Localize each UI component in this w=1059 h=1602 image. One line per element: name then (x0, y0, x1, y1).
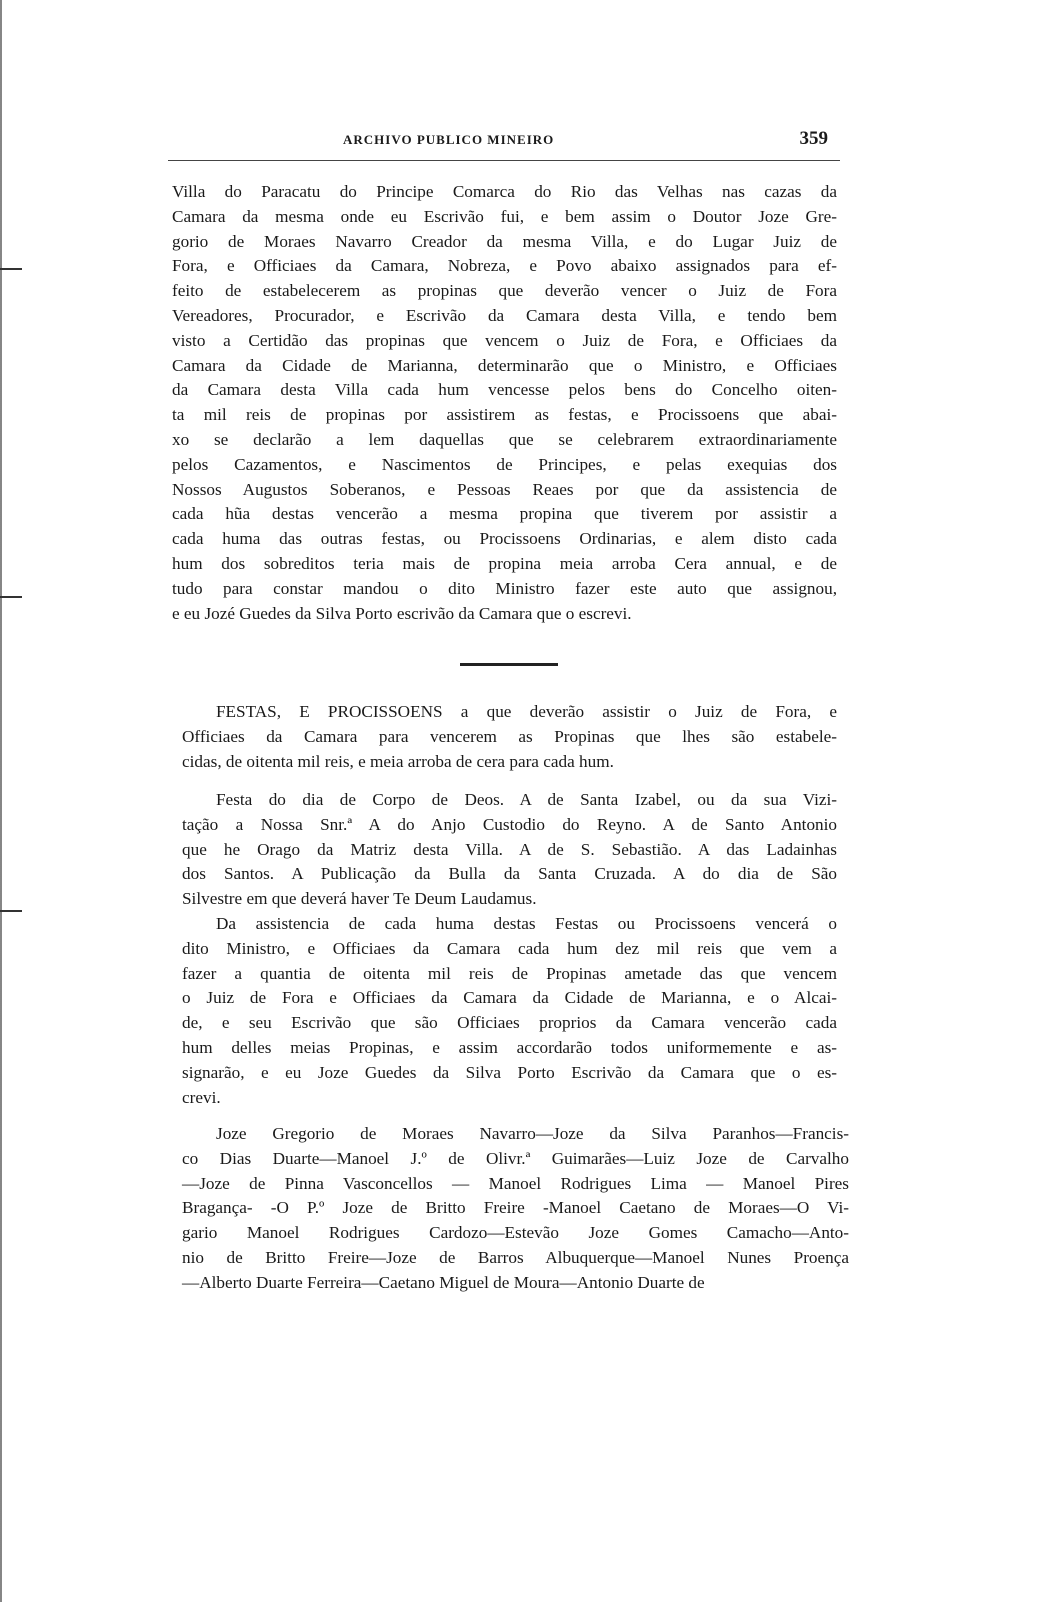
text-line: pelos Cazamentos, e Nascimentos de Principes, e pelas exequias dos (172, 454, 837, 474)
text-line: Camara da mesma onde eu Escrivão fui, e bem assim o Doutor Joze Gre- (172, 206, 837, 226)
text-line: Fora, e Officiaes da Camara, Nobreza, e Povo abaixo assignados para ef- (172, 256, 837, 276)
paragraph-assistencia (182, 912, 837, 1110)
text-line: FESTAS, E PROCISSOENS a que deverão assistir o Juiz de Fora, e (216, 702, 837, 721)
page-number: 359 (799, 128, 828, 149)
text-line: Villa do Paracatu do Principe Comarca do Rio das Velhas nas cazas da (172, 182, 837, 201)
text-line: hum delles meias Propinas, e assim accordarão todos uniformemente e as- (182, 1037, 837, 1057)
text-line: cidas, de oitenta mil reis, e meia arroba de cera para cada hum. (182, 751, 614, 771)
text-line: feito de estabelecerem as propinas que deverão vencer o Juiz de Fora (172, 281, 837, 301)
edge-mark (0, 596, 22, 598)
text-line: crevi. (182, 1087, 221, 1107)
text-line: xo se declarão a lem daquellas que se celebrarem extraordinariamente (172, 429, 837, 449)
text-line: fazer a quantia de oitenta mil reis de Propinas ametade das que vencem (182, 963, 837, 983)
paragraph-festas-heading (182, 700, 837, 774)
paragraph-record (172, 180, 837, 626)
text-line: ta mil reis de propinas por assistirem as festas, e Procissoens que abai- (172, 405, 837, 425)
text-line: dito Ministro, e Officiaes da Camara cada hum dez mil reis que vem a (182, 938, 837, 958)
running-head: ARCHIVO PUBLICO MINEIRO (343, 132, 555, 147)
text-line: —Joze de Pinna Vasconcellos — Manoel Rodrigues Lima — Manoel Pires (182, 1173, 849, 1193)
text-line: que he Orago da Matriz desta Villa. A de S. Sebastião. A das Ladainhas (182, 839, 837, 859)
text-line: Camara da Cidade de Marianna, determinarão que o Ministro, e Officiaes (172, 355, 837, 375)
text-line: Joze Gregorio de Moraes Navarro—Joze da Silva Paranhos—Francis- (216, 1124, 849, 1143)
text-line: tação a Nossa Snr.ª A do Anjo Custodio do Reyno. A de Santo Antonio (182, 814, 837, 834)
text-line: Vereadores, Procurador, e Escrivão da Camara desta Villa, e tendo bem (172, 305, 837, 325)
text-line: gario Manoel Rodrigues Cardozo—Estevão Joze Gomes Camacho—Anto- (182, 1223, 849, 1243)
text-line: Festa do dia de Corpo de Deos. A de Santa Izabel, ou da sua Vizi- (216, 790, 837, 809)
text-line: cada hũa destas vencerão a mesma propina que tiverem por assistir a (172, 504, 837, 524)
text-line: tudo para constar mandou o dito Ministro fazer este auto que assignou, (172, 578, 837, 598)
edge-mark (0, 268, 22, 270)
text-line: co Dias Duarte—Manoel J.º de Olivr.ª Guimarães—Luiz Joze de Carvalho (182, 1148, 849, 1168)
text-line: Bragança- -O P.º Joze de Britto Freire -Manoel Caetano de Moraes—O Vi- (182, 1198, 849, 1218)
paragraph-festas-list (182, 788, 837, 912)
text-line: o Juiz de Fora e Officiaes da Camara da Cidade de Marianna, e o Alcai- (182, 988, 837, 1008)
header-rule (168, 160, 840, 161)
text-line: visto a Certidão das propinas que vencem o Juiz de Fora, e Officiaes da (172, 330, 837, 350)
section-separator (460, 663, 558, 666)
text-line: signarão, e eu Joze Guedes da Silva Porto Escrivão da Camara que o es- (182, 1062, 837, 1082)
text-line: Officiaes da Camara para vencerem as Propinas que lhes são estabele- (182, 726, 837, 746)
paragraph-signatories (182, 1122, 849, 1296)
text-line: hum dos sobreditos teria mais de propina meia arroba Cera annual, e de (172, 553, 837, 573)
text-line: dos Santos. A Publicação da Bulla da Santa Cruzada. A do dia de São (182, 864, 837, 884)
page-header (168, 128, 828, 158)
text-line: Da assistencia de cada huma destas Festas ou Procissoens vencerá o (216, 914, 837, 933)
text-line: Nossos Augustos Soberanos, e Pessoas Reaes por que da assistencia de (172, 479, 837, 499)
text-line: Silvestre em que deverá haver Te Deum Laudamus. (182, 889, 537, 909)
text-line: gorio de Moraes Navarro Creador da mesma Villa, e do Lugar Juiz de (172, 231, 837, 251)
edge-mark (0, 910, 22, 912)
text-line: —Alberto Duarte Ferreira—Caetano Miguel de Moura—Antonio Duarte de (182, 1272, 705, 1292)
text-line: da Camara desta Villa cada hum vencesse pelos bens do Concelho oiten- (172, 380, 837, 400)
text-line: nio de Britto Freire—Joze de Barros Albuquerque—Manoel Nunes Proença (182, 1247, 849, 1267)
text-line: de, e seu Escrivão que são Officiaes proprios da Camara vencerão cada (182, 1013, 837, 1033)
text-line: e eu Jozé Guedes da Silva Porto escrivão da Camara que o escrevi. (172, 603, 632, 623)
text-line: cada huma das outras festas, ou Procissoens Ordinarias, e alem disto cada (172, 529, 837, 549)
binding-edge (0, 0, 6, 1602)
